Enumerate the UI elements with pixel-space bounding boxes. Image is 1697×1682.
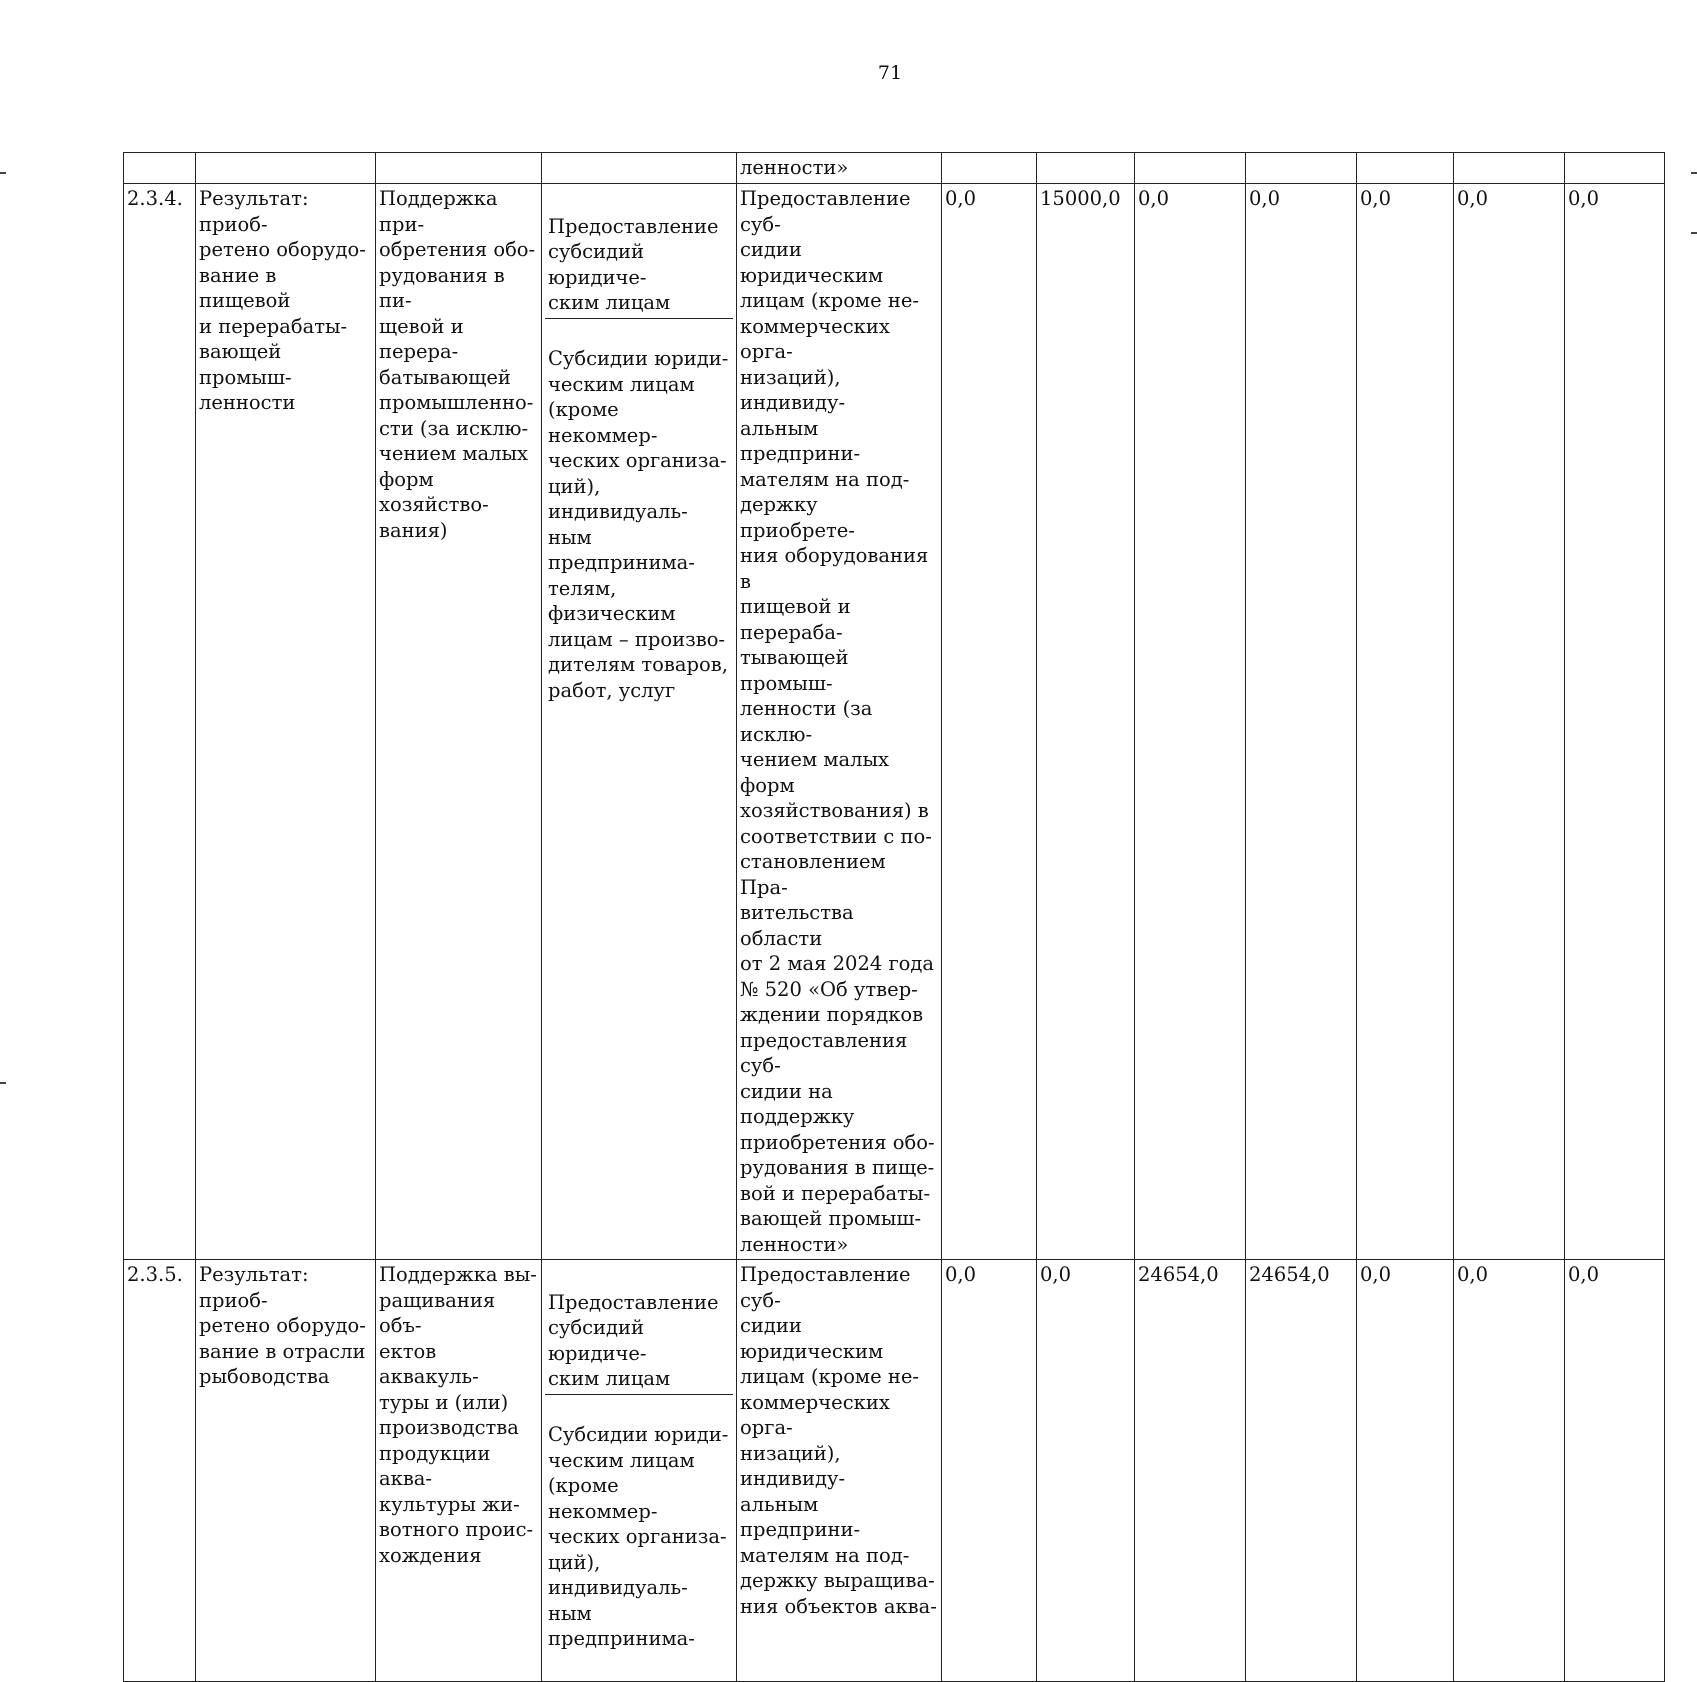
cell-empty: [196, 153, 376, 184]
value-cell: 0,0: [1357, 184, 1454, 1260]
value-cell: 0,0: [1454, 1260, 1565, 1682]
measure-cell: Поддержка вы- ращивания объ- ектов аквакуль- туры и (или) производства продукции аква- культуры жи- вотного проис- хождения: [376, 1260, 542, 1682]
row-id-cell: 2.3.4.: [124, 184, 196, 1260]
value-cell: 0,0: [1565, 1260, 1665, 1682]
page-number: 71: [877, 62, 903, 84]
scan-edge-mark: [0, 172, 6, 174]
cell-empty: [1037, 153, 1135, 184]
scan-edge-mark: [0, 1082, 6, 1084]
cell-empty: [124, 153, 196, 184]
cell-empty: [376, 153, 542, 184]
table-row: [124, 1260, 1665, 1682]
implementation-cell: Предоставление суб- сидии юридическим лицам (кроме не- коммерческих орга- низаций), индивиду- альным предприни- мателям на под- держку приобрете- ния оборудования в пищевой и перераба- тывающей промыш- ленности (за исклю- чением малых форм хозяйствования) в соответствии с по- становлением Пра- вительства области от 2 мая 2024 года № 520 «Об утвер- ждении порядков предоставления суб- сидии на поддержку приобретения обо- рудования в пище- вой и перерабаты- вающей промыш- ленности»: [737, 184, 942, 1260]
continuation-row: [124, 153, 1665, 184]
cell-empty: [1357, 153, 1454, 184]
row-id-cell: 2.3.5.: [124, 1260, 196, 1682]
result-cell: Результат: приоб- ретено оборудо- вание в отрасли рыбоводства: [196, 1260, 376, 1682]
type-bottom: Субсидии юриди- ческим лицам (кроме некоммер- ческих организа- ций), индивидуаль- ным предпринима-: [548, 1423, 729, 1650]
cell-empty: [942, 153, 1037, 184]
value-cell: 0,0: [942, 1260, 1037, 1682]
scan-edge-mark: [1691, 232, 1697, 234]
cell-empty: [1246, 153, 1357, 184]
type-top: Предоставление субсидий юридиче- ским лицам: [545, 212, 733, 319]
type-top: Предоставление субсидий юридиче- ским лицам: [545, 1288, 733, 1395]
value-cell: 0,0: [1135, 184, 1246, 1260]
value-cell: 0,0: [1037, 1260, 1135, 1682]
cell-empty: [1135, 153, 1246, 184]
value-cell: 0,0: [1565, 184, 1665, 1260]
budget-table: [123, 152, 1665, 1682]
cell-empty: [1565, 153, 1665, 184]
implementation-cell: ленности»: [737, 153, 942, 184]
cell-empty: [1454, 153, 1565, 184]
value-cell: 0,0: [1246, 184, 1357, 1260]
scan-edge-mark: [1691, 172, 1697, 174]
value-cell: 0,0: [1454, 184, 1565, 1260]
type-bottom: Субсидии юриди- ческим лицам (кроме некоммер- ческих организа- ций), индивидуаль- ным предпринима- телям, физическим лицам – произво- дителям товаров, работ, услуг: [548, 347, 729, 702]
table-row: [124, 184, 1665, 1260]
value-cell: 24654,0: [1246, 1260, 1357, 1682]
result-cell: Результат: приоб- ретено оборудо- вание в пищевой и перерабаты- вающей промыш- ленности: [196, 184, 376, 1260]
value-cell: 0,0: [942, 184, 1037, 1260]
measure-cell: Поддержка при- обретения обо- рудования в пи- щевой и перера- батывающей промышленно- сти (за исклю- чением малых форм хозяйство- вания): [376, 184, 542, 1260]
value-cell: 24654,0: [1135, 1260, 1246, 1682]
type-cell: [542, 1260, 737, 1682]
cell-empty: [542, 153, 737, 184]
value-cell: 15000,0: [1037, 184, 1135, 1260]
type-cell: [542, 184, 737, 1260]
implementation-cell: Предоставление суб- сидии юридическим лицам (кроме не- коммерческих орга- низаций), индивиду- альным предприни- мателям на под- держку выращива- ния объектов аква-: [737, 1260, 942, 1682]
value-cell: 0,0: [1357, 1260, 1454, 1682]
